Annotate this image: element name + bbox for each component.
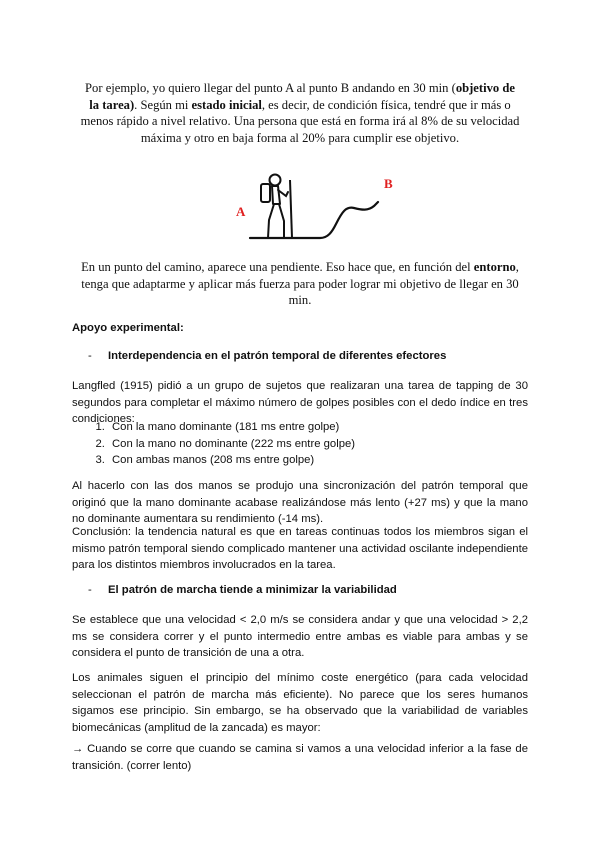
- condition-item: 2. Con la mano no dominante (222 ms entre golpe): [108, 436, 528, 453]
- conclusion-paragraph: Conclusión: la tendencia natural es que en tareas continuas todos los miembros sigan el mismo patrón temporal siendo complicado mantener una actividad oscilante independiente para los distintos miembros involucrados en la tarea.: [72, 526, 528, 572]
- langfled-paragraph: Langfled (1915) pidió a un grupo de sujetos que realizaran una tarea de tapping de 30 segundos para completar el máximo número de golpes posibles con el dedo índice en tres condiciones:: [72, 380, 528, 426]
- condition-item: 3. Con ambas manos (208 ms entre golpe): [108, 452, 528, 469]
- subheading-gait-pattern: El patrón de marcha tiende a minimizar la variabilidad: [108, 584, 397, 596]
- point-b-label: B: [384, 176, 393, 191]
- slope-text-2: , tenga que adaptarme y aplicar más fuerza para poder lograr mi objetivo de llegar en 30 min.: [81, 260, 519, 307]
- arrow-note-paragraph: → Cuando se corre que cuando se camina si vamos a una velocidad inferior a la fase de transición. (correr lento): [72, 743, 528, 772]
- slope-bold-entorno: entorno: [473, 260, 516, 274]
- intro-text-2: . Según mi: [134, 97, 192, 112]
- intro-bold-objective: objetivo de la tarea): [89, 81, 515, 112]
- intro-text-1: Por ejemplo, yo quiero llegar del punto A al punto B andando en 30 min (: [85, 81, 456, 95]
- conditions-list: [72, 419, 528, 469]
- bullet-dash-1: -: [88, 350, 92, 362]
- subheading-interdependence: Interdependencia en el patrón temporal de diferentes efectores: [108, 350, 447, 362]
- slope-paragraph: [74, 259, 526, 309]
- bullet-dash-2: -: [88, 584, 92, 596]
- intro-text-3: , es decir, de condición física, tendré que ir más o menos rápido a nivel relativo. Una persona que está en forma irá al 8% de su velocidad máxima y otro en baja forma al 20% para cumplir ese objetivo.: [80, 97, 520, 145]
- intro-paragraph: [80, 80, 520, 146]
- result-paragraph: Al hacerlo con las dos manos se produjo una sincronización del patrón temporal que originó que la mano dominante acabase realizándose más lento (+27 ms) y que la mano no dominante aumentara su rendimiento (-14 ms).: [72, 480, 528, 526]
- speed-paragraph: Se establece que una velocidad < 2,0 m/s se considera andar y que una velocidad > 2,2 ms se considera correr y el punto intermedio entre ambas es viable para ambas y se considera el punto de transición de una a otra.: [72, 614, 528, 660]
- section-title: Apoyo experimental:: [72, 322, 184, 334]
- intro-bold-state: estado inicial: [191, 97, 262, 112]
- point-a-label: A: [236, 204, 246, 219]
- slope-text-1: En un punto del camino, aparece una pendiente. Eso hace que, en función del: [81, 260, 474, 274]
- condition-item: 1. Con la mano dominante (181 ms entre golpe): [108, 419, 528, 436]
- animals-paragraph: Los animales siguen el principio del mínimo coste energético (para cada velocidad seleccionan el patrón de marcha más eficiente). No parece que los seres humanos sigamos ese principio. Sin embargo, se ha observado que la variabilidad de variables biomecánicas (amplitud de la zancada) es mayor:: [72, 672, 528, 734]
